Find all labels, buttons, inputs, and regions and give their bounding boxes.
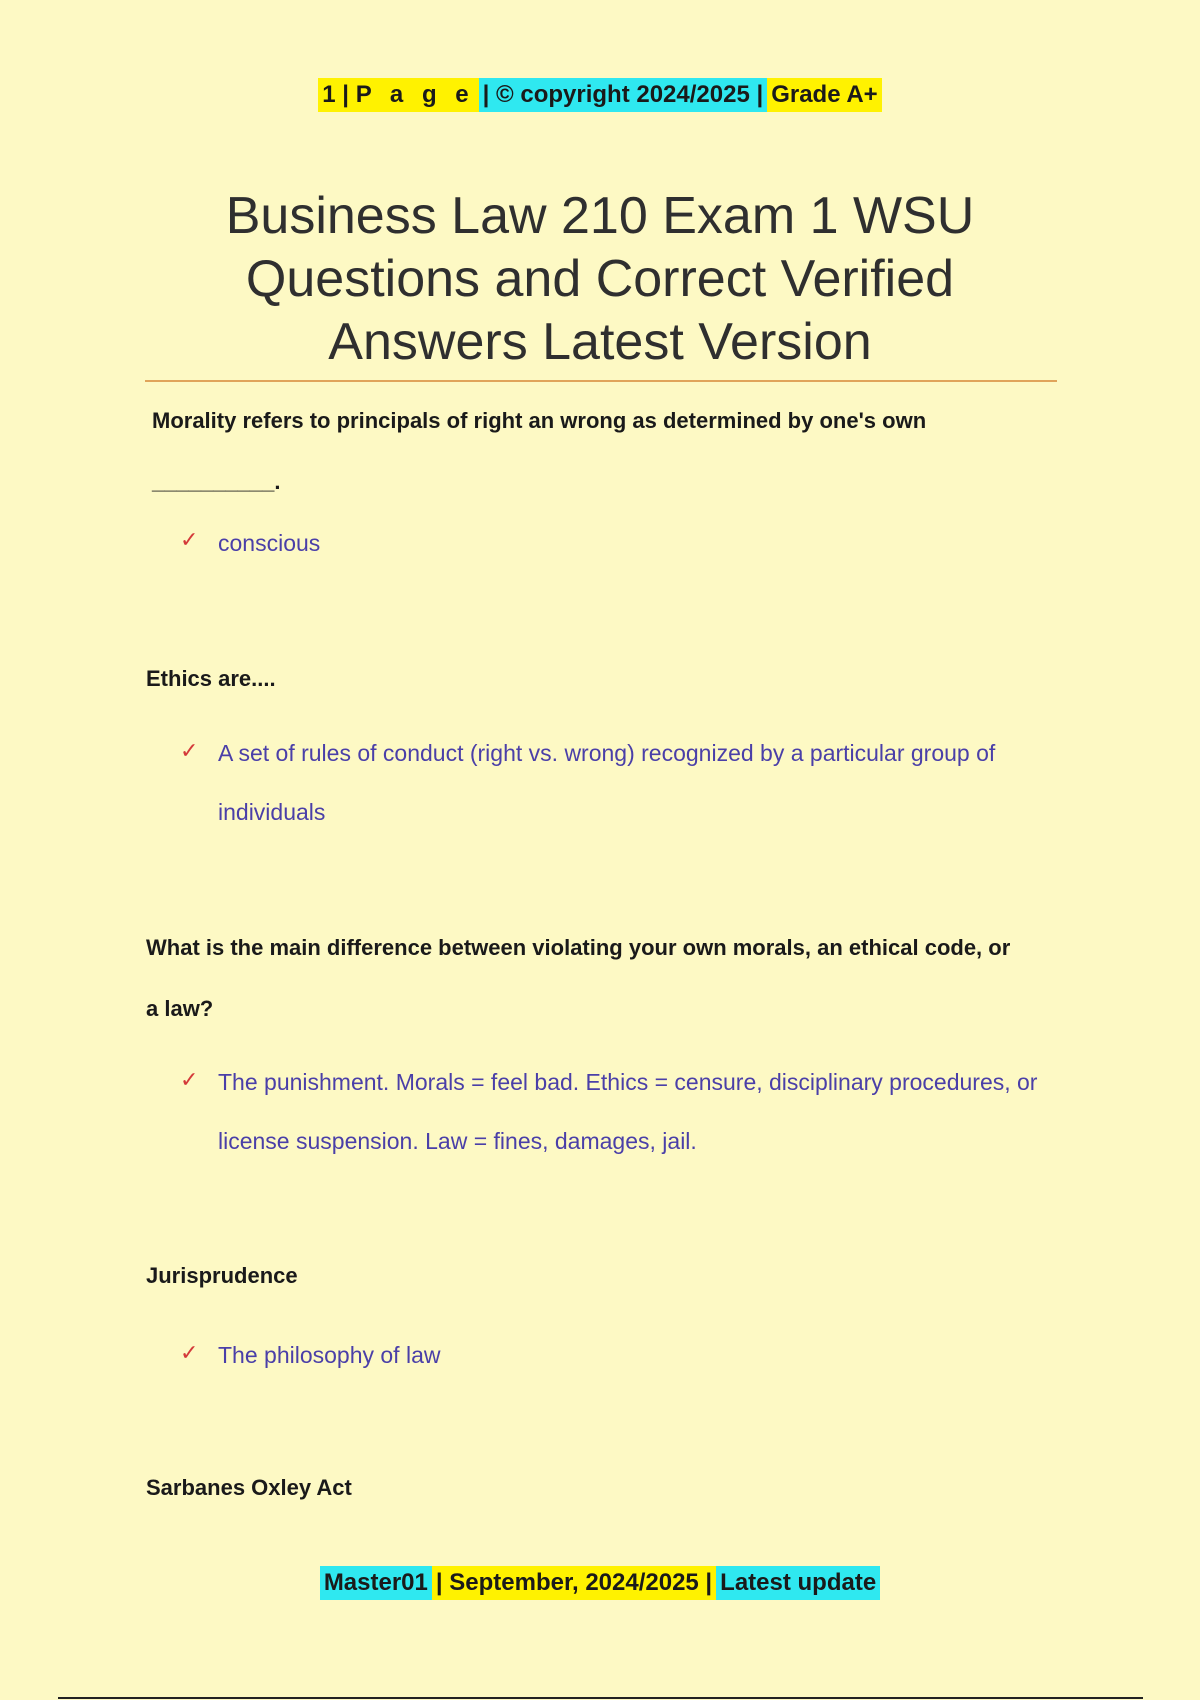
question-text: Jurisprudence bbox=[146, 1263, 298, 1288]
answer-text: The philosophy of law bbox=[218, 1342, 441, 1368]
checkmark-icon: ✓ bbox=[180, 738, 199, 763]
page-number: 1 | bbox=[322, 81, 350, 108]
question-text: Ethics are.... bbox=[146, 666, 276, 691]
checkmark-icon: ✓ bbox=[180, 1067, 199, 1092]
page-number-label bbox=[318, 78, 478, 112]
answer-text: A set of rules of conduct (right vs. wrong) recognized by a particular group of individuals bbox=[218, 740, 996, 825]
answer-text: conscious bbox=[218, 530, 321, 556]
page-footer bbox=[0, 1566, 1200, 1600]
date-label: | September, 2024/2025 | bbox=[432, 1566, 716, 1600]
status-label: Latest update bbox=[716, 1566, 880, 1600]
question-text: What is the main difference between violating your own morals, an ethical code, or a law? bbox=[146, 935, 1011, 1021]
page-bottom-divider bbox=[58, 1697, 1143, 1699]
page-word: P a g e bbox=[355, 81, 475, 108]
document-title: Business Law 210 Exam 1 WSU Questions and Correct Verified Answers Latest Version bbox=[225, 187, 975, 371]
answer-text: The punishment. Morals = feel bad. Ethics = censure, disciplinary procedures, or license suspension. Law = fines, damages, jail. bbox=[218, 1069, 1038, 1154]
page-header bbox=[0, 78, 1200, 112]
question-text: Morality refers to principals of right an wrong as determined by one's own __________. bbox=[152, 408, 927, 494]
title-divider bbox=[145, 380, 1057, 382]
question-text: Sarbanes Oxley Act bbox=[146, 1475, 352, 1500]
copyright-label: | © copyright 2024/2025 | bbox=[479, 78, 768, 112]
author-label: Master01 bbox=[320, 1566, 432, 1600]
checkmark-icon: ✓ bbox=[180, 527, 199, 552]
grade-label: Grade A+ bbox=[767, 78, 882, 112]
checkmark-icon: ✓ bbox=[180, 1340, 199, 1365]
